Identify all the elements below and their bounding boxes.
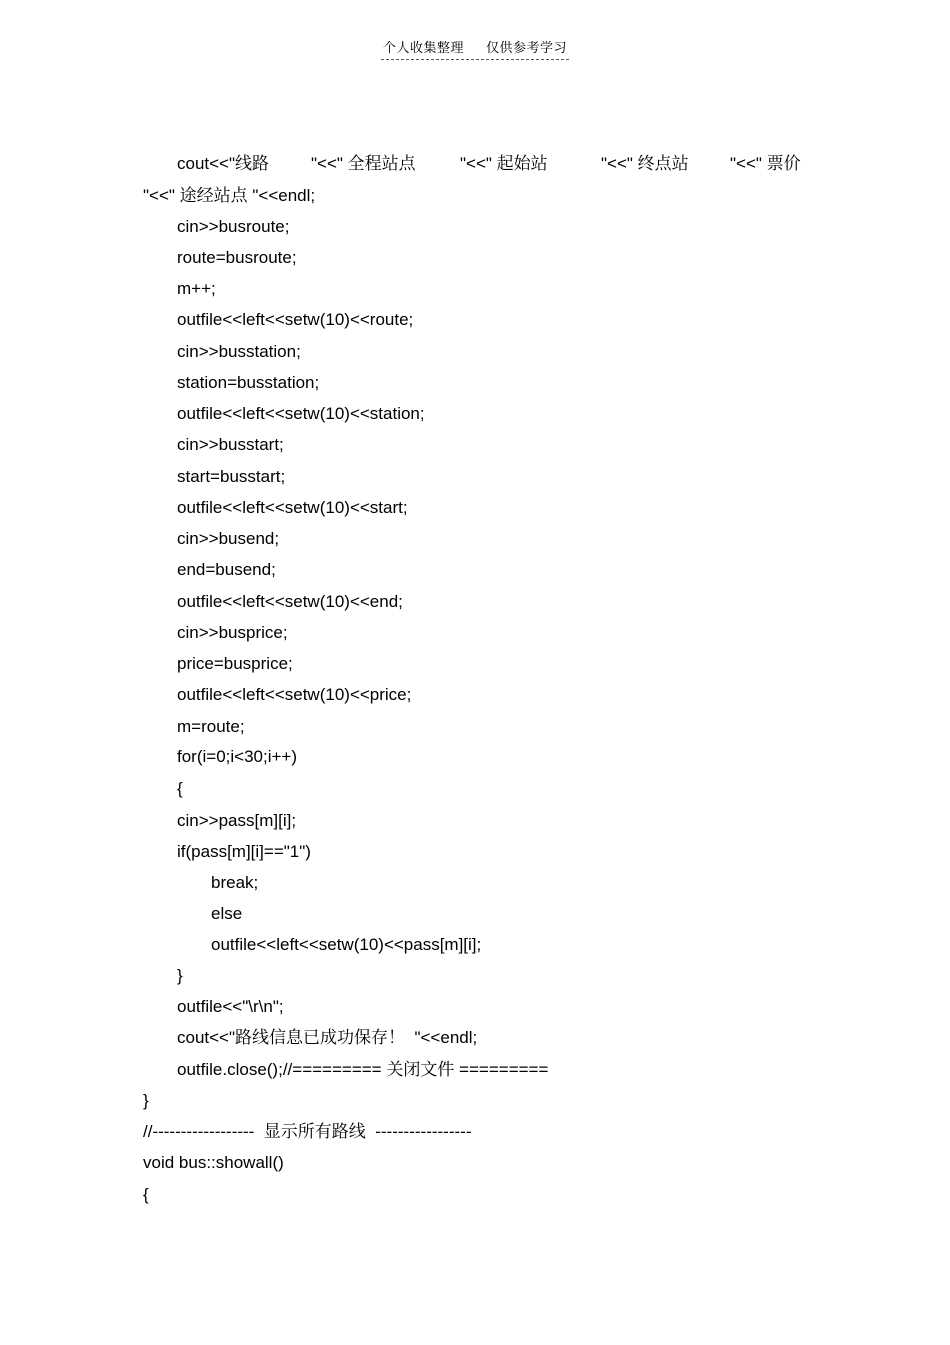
code-line: { <box>143 1185 149 1204</box>
code-line: cin>>busprice; <box>177 623 288 642</box>
code-segment: "<<" 全程站点 <box>311 154 416 173</box>
code-line: //------------------ 显示所有路线 ----------------- <box>143 1122 472 1141</box>
code-line: outfile.close();//========= 关闭文件 ========= <box>177 1060 549 1079</box>
code-line: start=busstart; <box>177 467 286 486</box>
code-line: outfile<<left<<setw(10)<<station; <box>177 404 425 423</box>
code-line: cout<<"路线信息已成功保存！ "<<endl; <box>177 1028 478 1047</box>
code-line: if(pass[m][i]=="1") <box>177 842 311 861</box>
header-right-text: 仅供参考学习 <box>486 40 568 55</box>
code-line: cin>>busstation; <box>177 342 301 361</box>
code-line: outfile<<left<<setw(10)<<pass[m][i]; <box>211 935 482 954</box>
code-line: "<<" 途经站点 "<<endl; <box>143 186 316 205</box>
code-line: end=busend; <box>177 560 276 579</box>
code-line: else <box>211 904 243 923</box>
code-line: void bus::showall() <box>143 1153 284 1172</box>
code-line: outfile<<left<<setw(10)<<end; <box>177 592 403 611</box>
code-segment: "<<" 起始站 <box>460 154 548 173</box>
code-line: route=busroute; <box>177 248 297 267</box>
code-line: m++; <box>177 279 216 298</box>
code-line: } <box>143 1091 149 1110</box>
code-line: outfile<<left<<setw(10)<<route; <box>177 310 414 329</box>
code-line: m=route; <box>177 717 245 736</box>
code-segment: cout<<"线路 <box>177 154 270 173</box>
code-line: cin>>pass[m][i]; <box>177 811 297 830</box>
code-segment: "<<" 终点站 <box>601 154 689 173</box>
code-line: } <box>177 966 183 985</box>
code-line: cin>>busroute; <box>177 217 290 236</box>
header-left-text: 个人收集整理 <box>382 40 464 55</box>
code-line: { <box>177 779 183 798</box>
code-line: outfile<<"\r\n"; <box>177 997 284 1016</box>
code-line: station=busstation; <box>177 373 320 392</box>
code-line: cin>>busstart; <box>177 435 284 454</box>
code-line: cin>>busend; <box>177 529 280 548</box>
code-segment: "<<" 票价 <box>730 154 801 173</box>
code-line: outfile<<left<<setw(10)<<price; <box>177 685 412 704</box>
code-line: price=busprice; <box>177 654 293 673</box>
code-line: for(i=0;i<30;i++) <box>177 747 298 766</box>
code-line: outfile<<left<<setw(10)<<start; <box>177 498 408 517</box>
code-line: break; <box>211 873 259 892</box>
